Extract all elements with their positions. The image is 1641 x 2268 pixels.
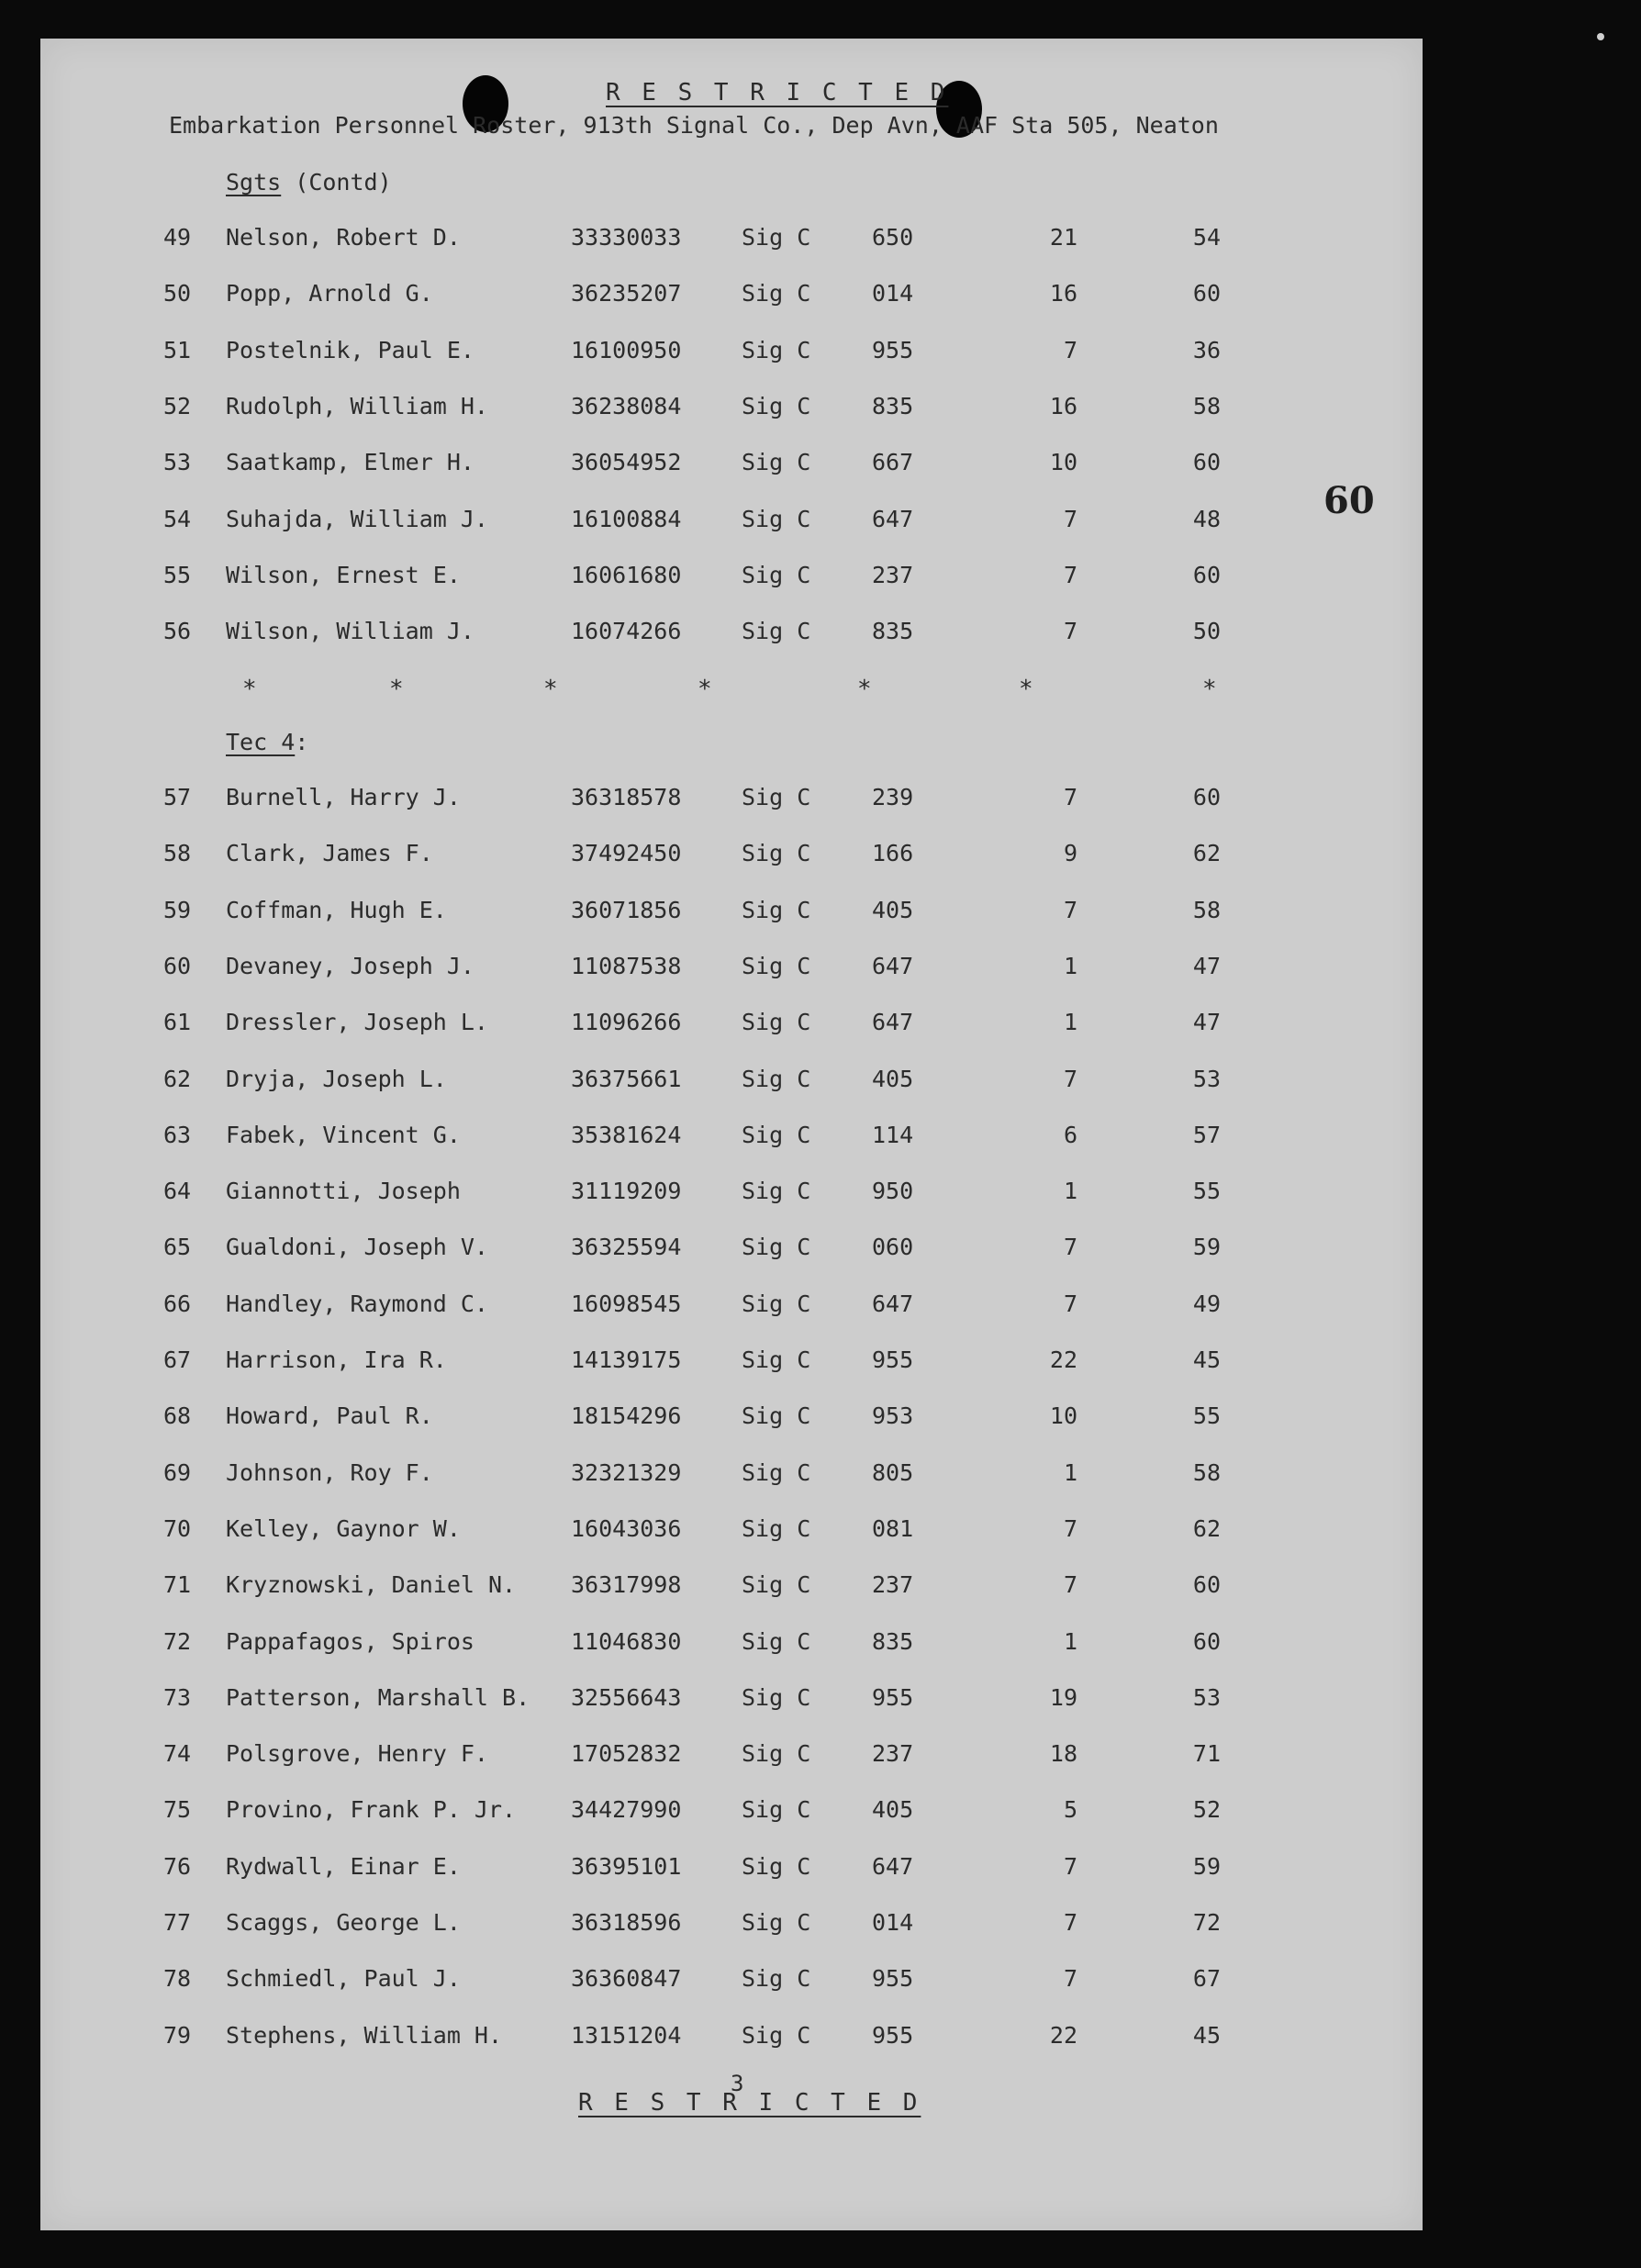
row-serial-number: 11087538 bbox=[571, 952, 682, 979]
section-label: Tec 4 bbox=[226, 729, 296, 755]
separator-star: * bbox=[857, 676, 872, 703]
row-value-a: 22 bbox=[1049, 1346, 1077, 1373]
row-value-a: 1 bbox=[1063, 952, 1077, 979]
table-row bbox=[40, 506, 1325, 542]
section-heading-sgts bbox=[226, 169, 392, 196]
document-page bbox=[40, 39, 1423, 2230]
row-arm-of-service: Sig C bbox=[742, 561, 811, 588]
row-arm-of-service: Sig C bbox=[742, 896, 811, 923]
row-mos-code: 014 bbox=[872, 1909, 914, 1936]
row-name: Provino, Frank P. Jr. bbox=[226, 1796, 517, 1824]
table-row bbox=[40, 1459, 1325, 1496]
row-arm-of-service: Sig C bbox=[742, 392, 811, 419]
row-value-b: 49 bbox=[1192, 1290, 1221, 1317]
row-arm-of-service: Sig C bbox=[742, 1909, 811, 1936]
row-name: Scaggs, George L. bbox=[226, 1909, 461, 1936]
row-serial-number: 36360847 bbox=[571, 1965, 682, 1993]
row-value-a: 7 bbox=[1063, 1290, 1077, 1317]
row-serial-number: 16043036 bbox=[571, 1514, 682, 1542]
section-heading-tec4 bbox=[226, 729, 308, 755]
row-value-b: 54 bbox=[1192, 224, 1221, 251]
row-value-a: 7 bbox=[1063, 784, 1077, 810]
table-row bbox=[40, 1122, 1325, 1158]
row-name: Patterson, Marshall B. bbox=[226, 1683, 530, 1711]
row-serial-number: 18154296 bbox=[571, 1402, 682, 1430]
separator-star: * bbox=[1019, 676, 1033, 703]
row-value-b: 59 bbox=[1192, 1852, 1221, 1880]
row-name: Dressler, Joseph L. bbox=[226, 1009, 488, 1036]
row-value-a: 18 bbox=[1049, 1740, 1077, 1768]
row-value-b: 62 bbox=[1192, 1514, 1221, 1542]
row-mos-code: 405 bbox=[872, 1796, 914, 1824]
row-name: Schmiedl, Paul J. bbox=[226, 1965, 461, 1993]
row-value-b: 55 bbox=[1192, 1402, 1221, 1430]
row-number: 59 bbox=[163, 896, 192, 923]
row-mos-code: 955 bbox=[872, 336, 914, 363]
row-value-b: 60 bbox=[1192, 1627, 1221, 1655]
row-serial-number: 31119209 bbox=[571, 1178, 682, 1205]
table-row bbox=[40, 1234, 1325, 1270]
row-arm-of-service: Sig C bbox=[742, 618, 811, 645]
row-mos-code: 805 bbox=[872, 1458, 914, 1486]
row-mos-code: 835 bbox=[872, 618, 914, 645]
row-serial-number: 36395101 bbox=[571, 1852, 682, 1880]
row-number: 70 bbox=[163, 1514, 192, 1542]
row-serial-number: 32321329 bbox=[571, 1458, 682, 1486]
row-number: 66 bbox=[163, 1290, 192, 1317]
row-value-a: 16 bbox=[1049, 392, 1077, 419]
roster-header: Embarkation Personnel Roster, 913th Signal Co., Dep Avn, AAF Sta 505, Neaton bbox=[169, 112, 1219, 139]
row-number: 67 bbox=[163, 1346, 192, 1373]
row-arm-of-service: Sig C bbox=[742, 449, 811, 476]
row-number: 71 bbox=[163, 1571, 192, 1599]
row-number: 73 bbox=[163, 1683, 192, 1711]
separator-star: * bbox=[698, 676, 712, 703]
row-number: 55 bbox=[163, 561, 192, 588]
row-value-a: 7 bbox=[1063, 618, 1077, 645]
row-value-b: 58 bbox=[1192, 1458, 1221, 1486]
row-value-a: 1 bbox=[1063, 1178, 1077, 1205]
row-arm-of-service: Sig C bbox=[742, 1852, 811, 1880]
row-value-a: 7 bbox=[1063, 1965, 1077, 1993]
row-mos-code: 237 bbox=[872, 1571, 914, 1599]
row-serial-number: 17052832 bbox=[571, 1740, 682, 1768]
row-number: 63 bbox=[163, 1121, 192, 1148]
table-row bbox=[40, 1178, 1325, 1214]
row-name: Wilson, Ernest E. bbox=[226, 561, 461, 588]
row-arm-of-service: Sig C bbox=[742, 1346, 811, 1373]
row-value-a: 7 bbox=[1063, 336, 1077, 363]
row-value-a: 7 bbox=[1063, 1514, 1077, 1542]
row-name: Handley, Raymond C. bbox=[226, 1290, 488, 1317]
row-number: 57 bbox=[163, 784, 192, 810]
row-serial-number: 36071856 bbox=[571, 896, 682, 923]
separator-star: * bbox=[543, 676, 558, 703]
row-value-b: 58 bbox=[1192, 392, 1221, 419]
section-label: Sgts bbox=[226, 169, 282, 196]
row-value-a: 1 bbox=[1063, 1458, 1077, 1486]
table-row bbox=[40, 1909, 1325, 1946]
row-mos-code: 647 bbox=[872, 952, 914, 979]
row-serial-number: 14139175 bbox=[571, 1346, 682, 1373]
row-arm-of-service: Sig C bbox=[742, 224, 811, 251]
restricted-heading-top: R E S T R I C T E D bbox=[606, 79, 949, 106]
row-arm-of-service: Sig C bbox=[742, 1740, 811, 1768]
row-mos-code: 114 bbox=[872, 1121, 914, 1148]
row-value-b: 67 bbox=[1192, 1965, 1221, 1993]
row-arm-of-service: Sig C bbox=[742, 1290, 811, 1317]
section-suffix: (Contd) bbox=[295, 169, 392, 196]
row-mos-code: 647 bbox=[872, 1852, 914, 1880]
table-row bbox=[40, 1628, 1325, 1665]
row-value-b: 58 bbox=[1192, 896, 1221, 923]
table-row bbox=[40, 1571, 1325, 1608]
row-arm-of-service: Sig C bbox=[742, 280, 811, 307]
table-row bbox=[40, 449, 1325, 486]
table-row bbox=[40, 1796, 1325, 1833]
row-number: 68 bbox=[163, 1402, 192, 1430]
row-value-a: 5 bbox=[1063, 1796, 1077, 1824]
row-arm-of-service: Sig C bbox=[742, 952, 811, 979]
separator-star: * bbox=[242, 676, 257, 703]
row-arm-of-service: Sig C bbox=[742, 1121, 811, 1148]
row-arm-of-service: Sig C bbox=[742, 2021, 811, 2049]
row-value-a: 1 bbox=[1063, 1627, 1077, 1655]
row-value-a: 7 bbox=[1063, 1852, 1077, 1880]
row-serial-number: 35381624 bbox=[571, 1121, 682, 1148]
table-row bbox=[40, 1402, 1325, 1439]
restricted-heading-bottom: R E S T R I C T E D bbox=[578, 2089, 921, 2117]
row-arm-of-service: Sig C bbox=[742, 1683, 811, 1711]
row-serial-number: 36238084 bbox=[571, 392, 682, 419]
row-name: Wilson, William J. bbox=[226, 618, 474, 645]
row-value-b: 60 bbox=[1192, 784, 1221, 810]
row-arm-of-service: Sig C bbox=[742, 1234, 811, 1261]
row-number: 79 bbox=[163, 2021, 192, 2049]
separator-star: * bbox=[389, 676, 404, 703]
row-name: Devaney, Joseph J. bbox=[226, 952, 474, 979]
row-value-b: 53 bbox=[1192, 1065, 1221, 1092]
row-name: Giannotti, Joseph bbox=[226, 1178, 461, 1205]
row-name: Popp, Arnold G. bbox=[226, 280, 433, 307]
separator-stars bbox=[40, 676, 1325, 712]
row-mos-code: 647 bbox=[872, 505, 914, 532]
row-value-a: 10 bbox=[1049, 449, 1077, 476]
row-arm-of-service: Sig C bbox=[742, 1627, 811, 1655]
row-mos-code: 955 bbox=[872, 2021, 914, 2049]
table-row bbox=[40, 1290, 1325, 1327]
table-row bbox=[40, 1066, 1325, 1102]
row-value-a: 16 bbox=[1049, 280, 1077, 307]
row-mos-code: 014 bbox=[872, 280, 914, 307]
row-value-b: 71 bbox=[1192, 1740, 1221, 1768]
row-mos-code: 667 bbox=[872, 449, 914, 476]
row-number: 77 bbox=[163, 1909, 192, 1936]
row-value-b: 45 bbox=[1192, 2021, 1221, 2049]
row-value-b: 36 bbox=[1192, 336, 1221, 363]
row-number: 72 bbox=[163, 1627, 192, 1655]
table-row bbox=[40, 1009, 1325, 1045]
row-name: Johnson, Roy F. bbox=[226, 1458, 433, 1486]
table-row bbox=[40, 618, 1325, 654]
row-value-a: 21 bbox=[1049, 224, 1077, 251]
table-row bbox=[40, 1684, 1325, 1721]
row-value-b: 47 bbox=[1192, 1009, 1221, 1036]
row-value-a: 1 bbox=[1063, 1009, 1077, 1036]
row-value-a: 7 bbox=[1063, 1571, 1077, 1599]
row-mos-code: 953 bbox=[872, 1402, 914, 1430]
section-suffix: : bbox=[295, 729, 309, 755]
row-serial-number: 32556643 bbox=[571, 1683, 682, 1711]
row-name: Suhajda, William J. bbox=[226, 505, 488, 532]
row-name: Burnell, Harry J. bbox=[226, 784, 461, 810]
row-value-a: 7 bbox=[1063, 1065, 1077, 1092]
row-arm-of-service: Sig C bbox=[742, 1514, 811, 1542]
row-serial-number: 11096266 bbox=[571, 1009, 682, 1036]
row-value-a: 7 bbox=[1063, 1234, 1077, 1261]
row-value-b: 55 bbox=[1192, 1178, 1221, 1205]
table-row bbox=[40, 562, 1325, 598]
row-mos-code: 950 bbox=[872, 1178, 914, 1205]
row-name: Kryznowski, Daniel N. bbox=[226, 1571, 517, 1599]
margin-page-number: 60 bbox=[1323, 479, 1375, 522]
row-value-b: 60 bbox=[1192, 280, 1221, 307]
row-number: 49 bbox=[163, 224, 192, 251]
row-value-a: 10 bbox=[1049, 1402, 1077, 1430]
row-serial-number: 36318596 bbox=[571, 1909, 682, 1936]
row-value-b: 72 bbox=[1192, 1909, 1221, 1936]
row-serial-number: 36235207 bbox=[571, 280, 682, 307]
row-number: 65 bbox=[163, 1234, 192, 1261]
row-mos-code: 955 bbox=[872, 1965, 914, 1993]
row-name: Polsgrove, Henry F. bbox=[226, 1740, 488, 1768]
page-number: 3 bbox=[731, 2071, 744, 2096]
row-name: Pappafagos, Spiros bbox=[226, 1627, 474, 1655]
row-value-a: 7 bbox=[1063, 896, 1077, 923]
row-mos-code: 650 bbox=[872, 224, 914, 251]
row-number: 53 bbox=[163, 449, 192, 476]
row-number: 56 bbox=[163, 618, 192, 645]
row-mos-code: 835 bbox=[872, 392, 914, 419]
row-value-b: 45 bbox=[1192, 1346, 1221, 1373]
row-number: 76 bbox=[163, 1852, 192, 1880]
table-row bbox=[40, 280, 1325, 317]
row-mos-code: 237 bbox=[872, 1740, 914, 1768]
row-value-b: 57 bbox=[1192, 1121, 1221, 1148]
row-mos-code: 060 bbox=[872, 1234, 914, 1261]
table-row bbox=[40, 840, 1325, 877]
row-number: 69 bbox=[163, 1458, 192, 1486]
row-value-b: 52 bbox=[1192, 1796, 1221, 1824]
row-mos-code: 647 bbox=[872, 1009, 914, 1036]
row-arm-of-service: Sig C bbox=[742, 1458, 811, 1486]
row-serial-number: 37492450 bbox=[571, 840, 682, 867]
row-number: 62 bbox=[163, 1065, 192, 1092]
row-serial-number: 13151204 bbox=[571, 2021, 682, 2049]
row-value-b: 62 bbox=[1192, 840, 1221, 867]
row-name: Dryja, Joseph L. bbox=[226, 1065, 447, 1092]
row-serial-number: 36375661 bbox=[571, 1065, 682, 1092]
table-row bbox=[40, 897, 1325, 933]
row-number: 50 bbox=[163, 280, 192, 307]
row-arm-of-service: Sig C bbox=[742, 1571, 811, 1599]
row-value-a: 19 bbox=[1049, 1683, 1077, 1711]
row-serial-number: 36054952 bbox=[571, 449, 682, 476]
row-arm-of-service: Sig C bbox=[742, 1402, 811, 1430]
row-arm-of-service: Sig C bbox=[742, 1009, 811, 1036]
row-value-b: 60 bbox=[1192, 561, 1221, 588]
row-arm-of-service: Sig C bbox=[742, 1796, 811, 1824]
row-number: 51 bbox=[163, 336, 192, 363]
row-mos-code: 405 bbox=[872, 896, 914, 923]
row-arm-of-service: Sig C bbox=[742, 505, 811, 532]
row-arm-of-service: Sig C bbox=[742, 840, 811, 867]
row-number: 52 bbox=[163, 392, 192, 419]
row-name: Nelson, Robert D. bbox=[226, 224, 461, 251]
row-value-a: 9 bbox=[1063, 840, 1077, 867]
table-row bbox=[40, 337, 1325, 374]
row-value-b: 60 bbox=[1192, 449, 1221, 476]
table-row bbox=[40, 1346, 1325, 1383]
row-value-a: 6 bbox=[1063, 1121, 1077, 1148]
row-serial-number: 16100950 bbox=[571, 336, 682, 363]
row-name: Coffman, Hugh E. bbox=[226, 896, 447, 923]
row-value-a: 7 bbox=[1063, 505, 1077, 532]
table-row bbox=[40, 2022, 1325, 2059]
row-value-b: 48 bbox=[1192, 505, 1221, 532]
row-serial-number: 36317998 bbox=[571, 1571, 682, 1599]
row-value-a: 7 bbox=[1063, 1909, 1077, 1936]
row-name: Clark, James F. bbox=[226, 840, 433, 867]
row-serial-number: 16098545 bbox=[571, 1290, 682, 1317]
row-arm-of-service: Sig C bbox=[742, 784, 811, 810]
table-row bbox=[40, 953, 1325, 989]
table-row bbox=[40, 784, 1325, 821]
row-name: Rudolph, William H. bbox=[226, 392, 488, 419]
row-mos-code: 955 bbox=[872, 1346, 914, 1373]
row-mos-code: 647 bbox=[872, 1290, 914, 1317]
row-value-a: 22 bbox=[1049, 2021, 1077, 2049]
row-name: Postelnik, Paul E. bbox=[226, 336, 474, 363]
row-name: Saatkamp, Elmer H. bbox=[226, 449, 474, 476]
row-number: 61 bbox=[163, 1009, 192, 1036]
separator-star: * bbox=[1202, 676, 1217, 703]
table-row bbox=[40, 1965, 1325, 2002]
row-name: Rydwall, Einar E. bbox=[226, 1852, 461, 1880]
row-arm-of-service: Sig C bbox=[742, 1065, 811, 1092]
row-name: Howard, Paul R. bbox=[226, 1402, 433, 1430]
row-number: 75 bbox=[163, 1796, 192, 1824]
row-value-b: 60 bbox=[1192, 1571, 1221, 1599]
row-serial-number: 16061680 bbox=[571, 561, 682, 588]
row-mos-code: 237 bbox=[872, 561, 914, 588]
row-value-b: 59 bbox=[1192, 1234, 1221, 1261]
scan-speck bbox=[1597, 33, 1604, 40]
row-value-b: 50 bbox=[1192, 618, 1221, 645]
row-mos-code: 081 bbox=[872, 1514, 914, 1542]
row-mos-code: 405 bbox=[872, 1065, 914, 1092]
row-value-b: 47 bbox=[1192, 952, 1221, 979]
row-serial-number: 16074266 bbox=[571, 618, 682, 645]
row-name: Harrison, Ira R. bbox=[226, 1346, 447, 1373]
row-number: 54 bbox=[163, 505, 192, 532]
table-row bbox=[40, 393, 1325, 430]
row-mos-code: 955 bbox=[872, 1683, 914, 1711]
table-row bbox=[40, 1515, 1325, 1552]
row-arm-of-service: Sig C bbox=[742, 1965, 811, 1993]
row-serial-number: 36318578 bbox=[571, 784, 682, 810]
row-number: 74 bbox=[163, 1740, 192, 1768]
row-mos-code: 166 bbox=[872, 840, 914, 867]
row-value-a: 7 bbox=[1063, 561, 1077, 588]
row-serial-number: 11046830 bbox=[571, 1627, 682, 1655]
row-number: 78 bbox=[163, 1965, 192, 1993]
row-name: Kelley, Gaynor W. bbox=[226, 1514, 461, 1542]
row-serial-number: 34427990 bbox=[571, 1796, 682, 1824]
row-arm-of-service: Sig C bbox=[742, 336, 811, 363]
row-name: Stephens, William H. bbox=[226, 2021, 503, 2049]
row-serial-number: 33330033 bbox=[571, 224, 682, 251]
table-row bbox=[40, 1740, 1325, 1777]
row-mos-code: 239 bbox=[872, 784, 914, 810]
table-row bbox=[40, 224, 1325, 261]
row-value-b: 53 bbox=[1192, 1683, 1221, 1711]
row-number: 60 bbox=[163, 952, 192, 979]
row-number: 58 bbox=[163, 840, 192, 867]
row-serial-number: 36325594 bbox=[571, 1234, 682, 1261]
row-arm-of-service: Sig C bbox=[742, 1178, 811, 1205]
table-row bbox=[40, 1853, 1325, 1890]
row-serial-number: 16100884 bbox=[571, 505, 682, 532]
row-name: Gualdoni, Joseph V. bbox=[226, 1234, 488, 1261]
row-number: 64 bbox=[163, 1178, 192, 1205]
row-name: Fabek, Vincent G. bbox=[226, 1121, 461, 1148]
row-mos-code: 835 bbox=[872, 1627, 914, 1655]
